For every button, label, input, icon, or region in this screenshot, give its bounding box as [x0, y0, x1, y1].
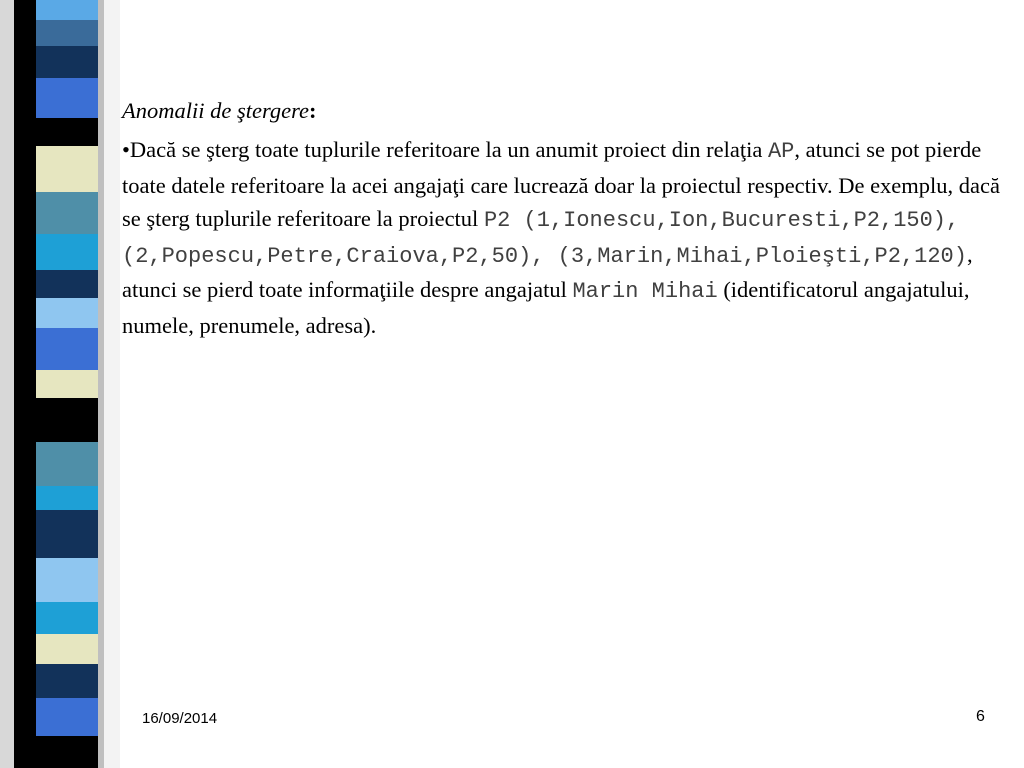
stripe-block: [36, 442, 98, 486]
employee-name-code: Marin Mihai: [572, 279, 718, 305]
paragraph-text-3: , atunci se pierd toate informaţiile despre angajatul: [122, 241, 973, 303]
stripe-block: [36, 510, 98, 558]
stripe-right-shadow: [98, 0, 104, 768]
paragraph-text-1: Dacă se şterg toate tuplurile referitoare la un anumit proiect din relaţia: [129, 137, 768, 163]
stripe-block: [36, 270, 98, 298]
stripe-block: [36, 486, 98, 510]
stripe-block: [36, 558, 98, 602]
page-number: 6: [976, 708, 985, 725]
stripe-block: [36, 46, 98, 78]
stripe-block: [36, 370, 98, 398]
bullet-marker: •: [122, 137, 130, 163]
stripe-block: [36, 20, 98, 46]
stripe-block: [36, 118, 98, 146]
paragraph-text-2: , atunci se pot pierde toate datele referitoare la acei angajaţi care lucrează doar la proiectul respectiv. De exemplu, dacă se şterg tuplurile referitoare la proiectul: [122, 137, 1001, 232]
stripe-block: [36, 298, 98, 328]
stripe-shadow-edge: [0, 0, 14, 768]
stripe-block: [36, 664, 98, 698]
heading-text: Anomalii de ştergere: [122, 98, 310, 123]
stripe-block: [36, 328, 98, 370]
heading-colon: :: [309, 98, 317, 123]
stripe-black-band: [14, 0, 36, 768]
stripe-block: [36, 146, 98, 192]
stripe-block: [36, 0, 98, 20]
relation-code-ap: AP: [767, 139, 795, 165]
decorative-stripe-pattern: [0, 0, 120, 768]
stripe-block: [36, 602, 98, 634]
paragraph-text-4: (identificatorul angajatului, numele, prenumele, adresa).: [122, 277, 970, 338]
slide-body: [122, 94, 1002, 342]
stripe-block: [36, 698, 98, 736]
stripe-block: [36, 736, 98, 768]
stripe-block: [36, 398, 98, 442]
project-tuples-code: P2 (1,Ionescu,Ion,Bucuresti,P2,150), (2,Popescu,Petre,Craiova,P2,50), (3,Marin,Mihai,Ploieşti,P2,120): [122, 208, 967, 269]
stripe-block: [36, 234, 98, 270]
stripe-block: [36, 634, 98, 664]
stripe-block: [36, 192, 98, 234]
footer-date: 16/09/2014: [142, 710, 218, 727]
slide-heading: [122, 94, 1002, 127]
bullet-paragraph: [122, 133, 1002, 342]
stripe-block: [36, 78, 98, 118]
